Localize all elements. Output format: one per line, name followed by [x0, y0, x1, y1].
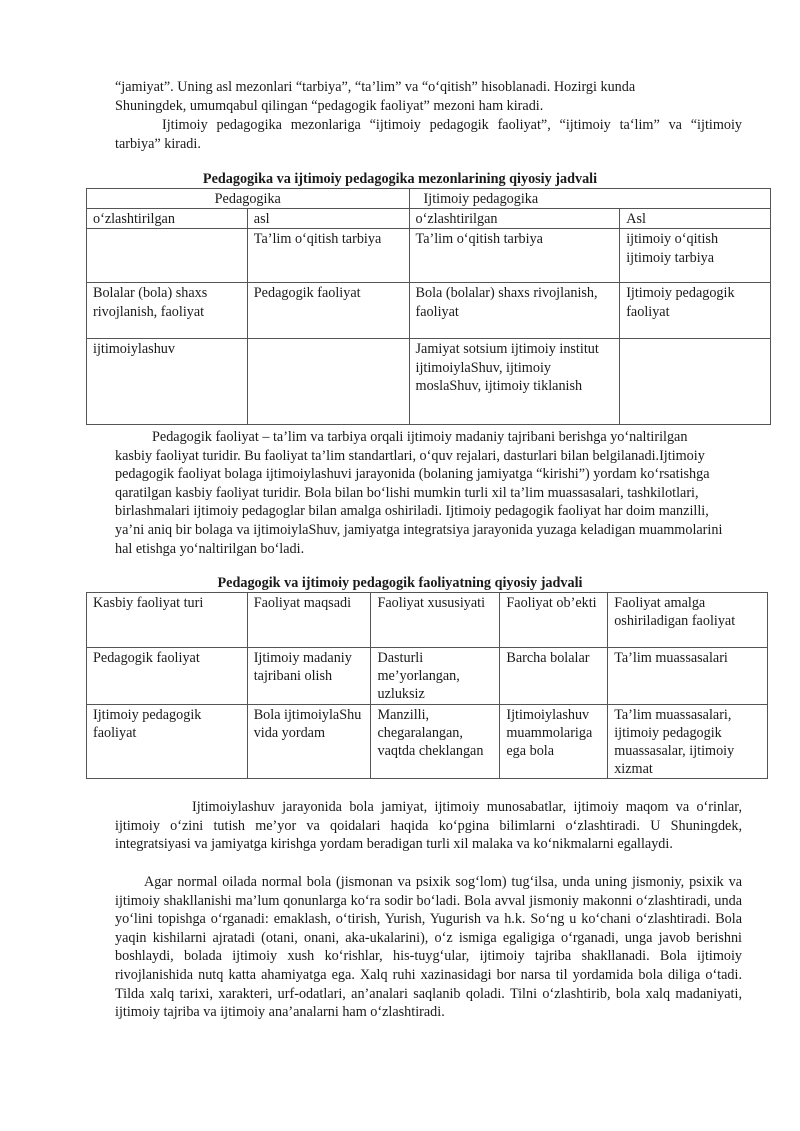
intro-paragraph	[115, 78, 742, 115]
table-cell: Barcha bolalar	[500, 648, 608, 705]
table-cell: Ijtimoiy pedagogik faoliyat	[87, 704, 248, 779]
table-row	[87, 648, 768, 705]
table-row	[87, 229, 771, 283]
table-cell: Ijtimoiy pedagogik faoliyat	[620, 283, 771, 339]
criteria-comparison-table	[86, 188, 771, 425]
table-cell: Manzilli, chegaralangan, vaqtda cheklangan	[371, 704, 500, 779]
table-cell: ijtimoiylashuv	[87, 339, 248, 425]
criteria-paragraph: Ijtimoiy pedagogika mezonlariga “ijtimoiy pedagogik faoliyat”, “ijtimoiy ta‘lim” va “ijtimoiy tarbiya” kiradi.	[115, 117, 742, 152]
table-cell	[87, 229, 248, 283]
table-cell: o‘zlashtirilgan	[87, 209, 248, 229]
table-row	[87, 704, 768, 779]
table-cell: Ta’lim o‘qitish tarbiya	[247, 229, 409, 283]
table-header-cell: Pedagogika	[87, 189, 410, 209]
table-cell: Asl	[620, 209, 771, 229]
table-row	[87, 189, 771, 209]
table1-caption: Pedagogika va ijtimoiy pedagogika mezonlarining qiyosiy jadvali	[202, 171, 598, 187]
table-cell: Ijtimoiylashuv muammolariga ega bola	[500, 704, 608, 779]
table-header-cell: Faoliyat maqsadi	[247, 593, 371, 648]
table-header-cell: Faoliyat amalga oshiriladigan faoliyat	[608, 593, 768, 648]
pedagogical-activity-paragraph: Pedagogik faoliyat – ta’lim va tarbiya orqali ijtimoiy madaniy tajribani berishga yo‘naltirilgan kasbiy faoliyat turidir. Bu faoliyat ta’lim standartlari, o‘quv rejalari, dasturlari bilan belgilanadi.Ijtimoiy pedagogik faoliyat bolaga ijtimoiylashuvi jarayonida (bolaning jamiyatga “kirishi”) yordam ko‘rsatishga qaratilgan kasbiy faoliyat turidir. Bola bilan bo‘lishi mumkin turli xil ta’lim muassasalari, tashkilotlari, birlashmalari ijtimoiy pedagoglar bilan amalga oshiriladi. Ijtimoiy pedagogik faoliyat har doim manzilli, ya’ni aniq bir bolaga va ijtimoiylaShuv, jamiyatga integratsiya jarayonida yuzaga keladigan muammolarini hal etishga yo‘naltirilgan bo‘ladi.	[115, 429, 723, 557]
table-header-cell: Ijtimoiy pedagogika	[409, 189, 770, 209]
table-cell: o‘zlashtirilgan	[409, 209, 620, 229]
table-cell: asl	[247, 209, 409, 229]
table-cell: Bolalar (bola) shaxs rivojlanish, faoliyat	[87, 283, 248, 339]
table-cell: Pedagogik faoliyat	[87, 648, 248, 705]
table-cell: Jamiyat sotsium ijtimoiy institut ijtimoiylaShuv, ijtimoiy moslaShuv, ijtimoiy tiklanish	[409, 339, 620, 425]
table-row	[87, 209, 771, 229]
table-cell	[247, 339, 409, 425]
table-cell: ijtimoiy o‘qitish ijtimoiy tarbiya	[620, 229, 771, 283]
table-cell: Ijtimoiy madaniy tajribani olish	[247, 648, 371, 705]
table-header-cell: Faoliyat xususiyati	[371, 593, 500, 648]
intro-line-2: Shuningdek, umumqabul qilingan “pedagogik faoliyat” mezoni ham kiradi.	[115, 97, 544, 114]
table-cell	[620, 339, 771, 425]
socialization-paragraph: Ijtimoiylashuv jarayonida bola jamiyat, ijtimoiy munosabatlar, ijtimoiy maqom va o‘rinlar, ijtimoiy o‘zini tutish me’yor va qoidalari haqida ko‘pgina bilimlarni o‘zlashtiradi. U Shuningdek, integratsiyasi va jamiyatga kirishga yordam beradigan turli xil malaka va ko‘nikmalarni egallaydi.	[115, 799, 742, 853]
table-cell: Bola ijtimoiylaShuvida yordam	[247, 704, 371, 779]
activity-comparison-table	[86, 592, 768, 779]
table-cell: Ta’lim o‘qitish tarbiya	[409, 229, 620, 283]
table-cell: Dasturli me’yorlangan, uzluksiz	[371, 648, 500, 705]
table-header-cell: Kasbiy faoliyat turi	[87, 593, 248, 648]
table-row	[87, 339, 771, 425]
table-row	[87, 593, 768, 648]
table-cell: Bola (bolalar) shaxs rivojlanish, faoliyat	[409, 283, 620, 339]
table-row	[87, 283, 771, 339]
table-cell: Ta’lim muassasalari	[608, 648, 768, 705]
table2-caption: Pedagogik va ijtimoiy pedagogik faoliyatning qiyosiy jadvali	[217, 575, 583, 591]
table-cell: Pedagogik faoliyat	[247, 283, 409, 339]
table-cell: Ta’lim muassasalari, ijtimoiy pedagogik muassasalar, ijtimoiy xizmat	[608, 704, 768, 779]
table-header-cell: Faoliyat ob’ekti	[500, 593, 608, 648]
intro-line-1: “jamiyat”. Uning asl mezonlari “tarbiya”, “ta’lim” va “o‘qitish” hisoblanadi. Hozirgi kunda	[115, 79, 636, 95]
normal-family-paragraph: Agar normal oilada normal bola (jismonan va psixik sog‘lom) tug‘ilsa, unda uning jismoniy, psixik va ijtimoiy shakllanishi ma’lum qonunlarga ko‘ra sodir bo‘ladi. Bola avval jismoniy makonni o‘zlashtiradi, unda yo‘lini topishga o‘rganadi: emaklash, o‘tirish, Yurish, Yugurish va h.k. So‘ng u ko‘chani o‘zlashtiradi. Bola yaqin kishilarni ajratadi (otani, onani, aka-ukalarini), o‘z ismiga egaligiga o‘rganadi, unga javob berishni boshlaydi, bolada ijtimoiy xush ko‘rishlar, his-tuyg‘ular, ijtimoiy tajriba shakllanadi. Bola ijtimoiy rivojlanishida nutq katta ahamiyatga ega. Xalq ruhi xazinasidagi bor narsa til yordamida bola diliga o‘tadi. Tilda xalq tarixi, xarakteri, urf-odatlari, an’analari saqlanib qoladi. Tilni o‘zlashtirib, bola xalq madaniyati, ijtimoiy tajriba va ijtimoiy ana’analarni ham o‘zlashtiradi.	[115, 874, 742, 1021]
